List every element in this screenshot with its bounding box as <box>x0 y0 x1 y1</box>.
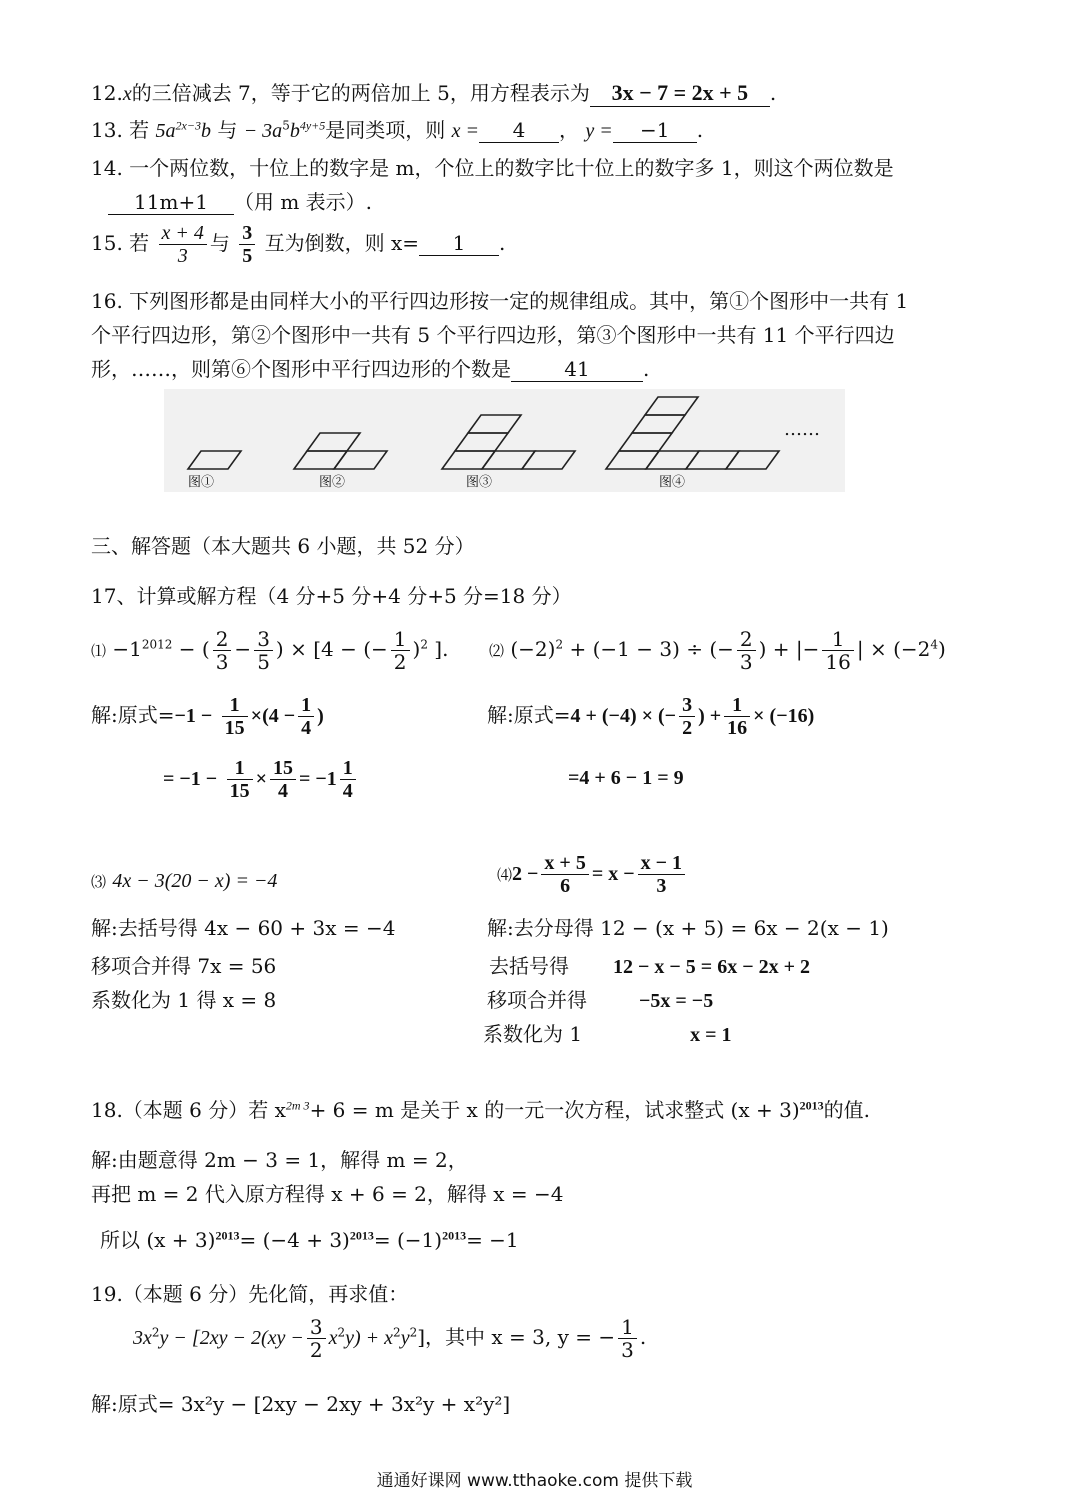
q17-part3-expr: ⑶ 4x − 3(20 − x) = −4 <box>91 870 278 892</box>
question-12: 12.x的三倍减去 7，等于它的两倍加上 5，用方程表示为 3x − 7 = 2x + 5 . <box>91 80 776 107</box>
section-3-heading: 三、解答题（本大题共 6 小题，共 52 分） <box>91 534 475 558</box>
q19-solution: 解:原式= 3x²y − [2xy − 2xy + 3x²y + x²y²] <box>91 1392 511 1416</box>
q17-part2-expr: ⑵ $(-2)^2 + (-1 - 3)$ ÷ (− $\frac{2}{3}$ ) + |− $\frac{1}{16}$ | × $(-2^4)$ <box>489 627 946 674</box>
q18-step3: 所以 $(x + 3)^{2013}= (-4 + 3)^{2013}= (-1)^{2013}= -1$ <box>100 1228 519 1252</box>
q17-part1-step2: = −1 − $\frac{1}{15}$ × $\frac{15}{4}$ = −1 $\frac{1}{4}$ <box>163 757 359 802</box>
fig2-label: 图② <box>319 475 346 490</box>
q17-part1-step1: 解:原式=−1 − $\frac{1}{15}$ ×(4 − $\frac{1}{4}$ ) <box>91 694 324 739</box>
answer-16: 41 <box>511 357 643 382</box>
question-18: 18.（本题 6 分）若 $x^{2m 3}+ 6 = m$ 是关于 x 的一元一次方程，试求整式 $(x + 3)^{2013}$的值. <box>91 1098 870 1122</box>
fig-dots: …… <box>784 419 820 440</box>
q17-part3-step1: 解:去括号得 4x − 60 + 3x = −4 <box>91 916 396 940</box>
q17-part3-step3: 系数化为 1 得 x = 8 <box>91 988 277 1012</box>
fig1-parallelogram <box>188 451 241 469</box>
fig3-label: 图③ <box>466 475 493 490</box>
q17-part2-step2: =4 + 6 − 1 = 9 <box>568 767 684 789</box>
fig4-label: 图④ <box>659 475 686 490</box>
fig1-label: 图① <box>188 475 215 490</box>
question-13: 13. 若 $5a^{2x-3}b$ 与 − $3a^5b^{4y+5}$是同类项，则 x = 4 ， y = −1 . <box>91 118 704 142</box>
figures-svg <box>164 389 845 492</box>
answer-13-y: −1 <box>613 118 697 143</box>
q18-step2: 再把 m = 2 代入原方程得 x + 6 = 2，解得 x = −4 <box>91 1182 564 1206</box>
fraction-x4-3: $\frac{x + 4}{3}$ <box>159 222 207 267</box>
question-16-line1: 16. 下列图形都是由同样大小的平行四边形按一定的规律组成。其中，第①个图形中一共有 1 <box>91 289 909 313</box>
q17-part2-step1: 解:原式=4 + (−4) × (− $\frac{3}{2}$ ) + $\frac{1}{16}$ × (−16) <box>487 694 815 739</box>
answer-14: 11m+1 <box>108 190 234 215</box>
q17-part4-step3: 移项合并得 −5x = −5 <box>487 988 714 1012</box>
question-14: 14. 一个两位数，十位上的数字是 m，个位上的数字比十位上的数字多 1，则这个两位数是 <box>91 156 894 180</box>
question-14-answer-line: 11m+1 （用 m 表示）. <box>108 190 372 215</box>
q17-part4-expr: ⑷2 − $\frac{x + 5}{6}$ = x − $\frac{x - 1}{3}$ <box>497 852 688 897</box>
q18-step1: 解:由题意得 2m − 3 = 1，解得 m = 2， <box>91 1148 468 1172</box>
question-16-line3: 形，……，则第⑥个图形中平行四边形的个数是 41 . <box>91 357 650 381</box>
q17-part4-step1: 解:去分母得 12 − (x + 5) = 6x − 2(x − 1) <box>487 916 889 940</box>
footer-credit: 通通好课网 www.tthaoke.com 提供下载 <box>376 1471 693 1491</box>
answer-15: 1 <box>419 231 499 256</box>
answer-12: 3x − 7 = 2x + 5 <box>590 80 770 107</box>
question-17-title: 17、计算或解方程（4 分+5 分+4 分+5 分=18 分） <box>91 584 572 608</box>
answer-13-x: 4 <box>479 118 559 143</box>
fraction-3-5: $\frac{3}{5}$ <box>239 222 255 267</box>
question-16-line2: 个平行四边形，第②个图形中一共有 5 个平行四边形，第③个图形中一共有 11 个平行四边 <box>91 323 895 347</box>
q17-part4-step4: 系数化为 1 x = 1 <box>483 1022 732 1046</box>
q17-part3-step2: 移项合并得 7x = 56 <box>91 954 277 978</box>
q19-expression: $3x^2y - [2xy - 2(xy$ − $\frac{3}{2}$ $x^2y) + x^2y^2$]，其中 x = 3, y = − $\frac{1}{3}$ . <box>133 1315 647 1362</box>
q17-part1-expr: ⑴ $-1^{2012}$ − ( $\frac{2}{3}$ − $\frac{3}{5}$ ) × [4 − (− $\frac{1}{2}$ )$^2$ ]. <box>91 627 449 674</box>
question-15: 15. 若 $\frac{x + 4}{3}$ 与 $\frac{3}{5}$ 互为倒数，则 x= 1 . <box>91 222 506 267</box>
question-19: 19.（本题 6 分）先化简，再求值： <box>91 1282 409 1306</box>
q17-part4-step2: 去括号得 12 − x − 5 = 6x − 2x + 2 <box>489 954 810 978</box>
parallelogram-figures <box>164 389 845 492</box>
